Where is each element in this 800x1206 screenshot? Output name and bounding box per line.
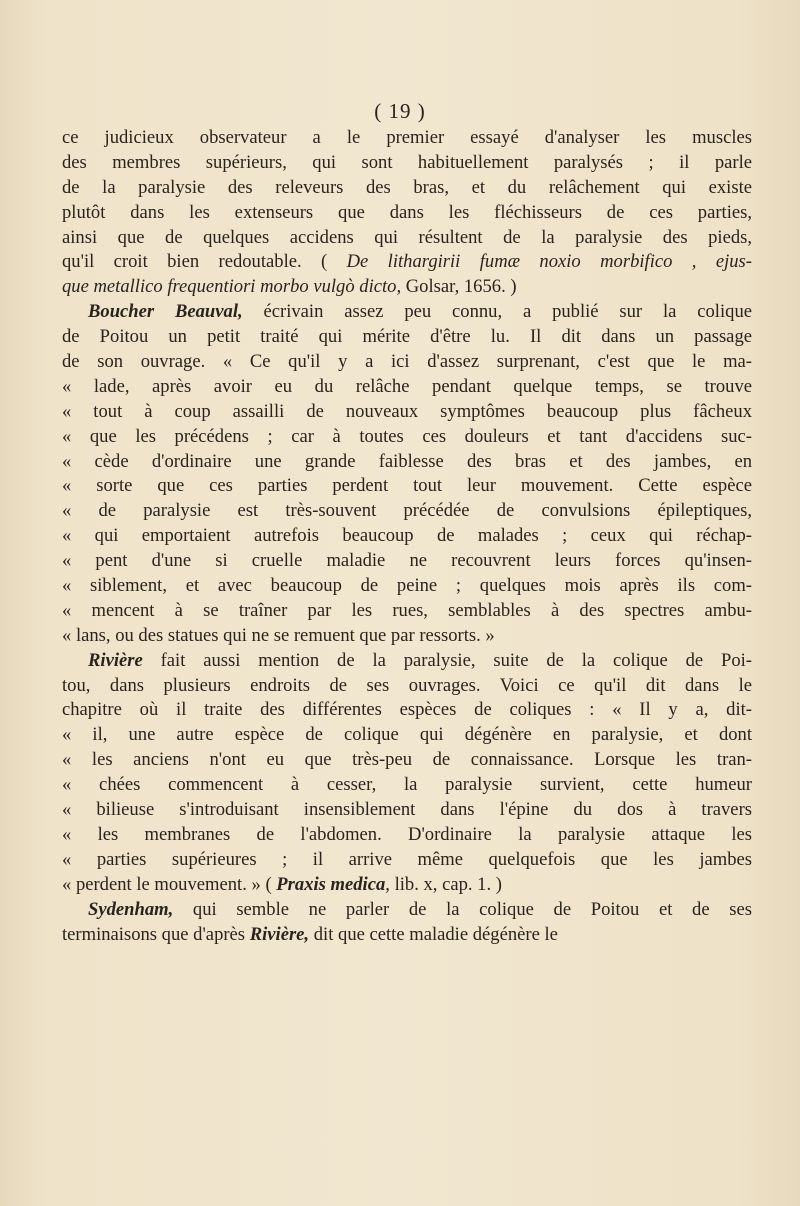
text-line: [62, 748, 752, 773]
text-run: fait aussi mention de la paralysie, suite de la colique de Poi-: [142, 649, 752, 671]
text-line: [62, 499, 752, 524]
text-line: [62, 698, 752, 723]
text-line: [62, 250, 752, 275]
italic-text-run: De lithargirii fumæ noxio morbifico , ejus-: [346, 251, 752, 273]
text-run: « siblement, et avec beaucoup de peine ; quelques mois après ils com-: [62, 575, 752, 597]
text-run: « bilieuse s'introduisant insensiblement dans l'épine du dos à travers: [62, 799, 752, 821]
text-run: « qui emportaient autrefois beaucoup de malades ; ceux qui réchap-: [62, 525, 752, 547]
page-number: ( 19 ): [374, 99, 426, 123]
text-line: [62, 599, 752, 624]
text-run: « les anciens n'ont eu que très-peu de connaissance. Lorsque les tran-: [62, 749, 752, 771]
text-line: [62, 723, 752, 748]
text-run: , lib. x, cap. 1. ): [385, 873, 502, 895]
text-line: [62, 873, 752, 898]
text-run: « parties supérieures ; il arrive même quelquefois que les jambes: [62, 848, 752, 870]
text-run: terminaisons que d'après: [62, 923, 250, 945]
text-line: [62, 275, 752, 300]
text-run: « que les précédens ; car à toutes ces douleurs et tant d'accidens suc-: [62, 425, 752, 447]
text-run: « cède d'ordinaire une grande faiblesse des bras et des jambes, en: [62, 450, 752, 472]
text-line: [62, 923, 752, 948]
text-run: qui semble ne parler de la colique de Poitou et de ses: [173, 898, 752, 920]
text-run: « tout à coup assailli de nouveaux symptômes beaucoup plus fâcheux: [62, 400, 752, 422]
text-line: [62, 226, 752, 251]
text-line: [62, 524, 752, 549]
text-run: Golsar, 1656. ): [401, 276, 517, 298]
text-line: [62, 176, 752, 201]
text-run: écrivain assez peu connu, a publié sur la colique: [242, 301, 752, 323]
italic-text-run: Boucher Beauval,: [88, 301, 243, 323]
italic-text-run: que metallico frequentiori morbo vulgò dicto,: [62, 276, 402, 298]
italic-text-run: Rivière: [88, 649, 143, 671]
text-run: dit que cette maladie dégénère le: [309, 923, 558, 945]
text-run: de son ouvrage. « Ce qu'il y a ici d'assez surprenant, c'est que le ma-: [62, 351, 752, 373]
text-line: [62, 549, 752, 574]
italic-text-run: Sydenham,: [88, 898, 174, 920]
text-run: de la paralysie des releveurs des bras, et du relâchement qui existe: [62, 176, 752, 198]
text-line: [62, 425, 752, 450]
text-line: [62, 450, 752, 475]
text-line: [62, 201, 752, 226]
text-run: « perdent le mouvement. » (: [62, 873, 277, 895]
text-run: « de paralysie est très-souvent précédée de convulsions épileptiques,: [62, 500, 752, 522]
text-run: qu'il croit bien redoutable. (: [62, 251, 347, 273]
text-run: plutôt dans les extenseurs que dans les fléchisseurs de ces parties,: [62, 201, 752, 223]
text-line: [62, 126, 752, 151]
text-line: [62, 624, 752, 649]
italic-text-run: Rivière,: [249, 923, 310, 945]
text-line: [62, 325, 752, 350]
text-line: [62, 574, 752, 599]
text-run: tou, dans plusieurs endroits de ses ouvrages. Voici ce qu'il dit dans le: [62, 674, 752, 696]
text-line: [62, 350, 752, 375]
text-run: « les membranes de l'abdomen. D'ordinaire la paralysie attaque les: [62, 823, 752, 845]
text-run: « sorte que ces parties perdent tout leur mouvement. Cette espèce: [62, 475, 752, 497]
text-run: « pent d'une si cruelle maladie ne recouvrent leurs forces qu'insen-: [62, 550, 752, 572]
text-run: « chées commencent à cesser, la paralysie survient, cette humeur: [62, 774, 752, 796]
text-run: de Poitou un petit traité qui mérite d'être lu. Il dit dans un passage: [62, 326, 752, 348]
text-line: [62, 823, 752, 848]
text-run: « lans, ou des statues qui ne se remuent que par ressorts. »: [62, 624, 495, 646]
text-line: [62, 300, 752, 325]
text-run: chapitre où il traite des différentes espèces de coliques : « Il y a, dit-: [62, 699, 752, 721]
text-line: [62, 400, 752, 425]
italic-text-run: Praxis medica: [276, 873, 386, 895]
text-run: ainsi que de quelques accidens qui résultent de la paralysie des pieds,: [62, 226, 752, 248]
text-run: « il, une autre espèce de colique qui dégénère en paralysie, et dont: [62, 724, 752, 746]
text-run: des membres supérieurs, qui sont habituellement paralysés ; il parle: [62, 151, 752, 173]
text-line: [62, 375, 752, 400]
text-line: [62, 798, 752, 823]
text-run: « lade, après avoir eu du relâche pendant quelque temps, se trouve: [62, 375, 752, 397]
text-line: [62, 848, 752, 873]
text-line: [62, 674, 752, 699]
text-line: [62, 151, 752, 176]
text-run: ce judicieux observateur a le premier essayé d'analyser les muscles: [62, 127, 752, 148]
text-line: [62, 649, 752, 674]
text-line: [62, 898, 752, 923]
text-line: [62, 773, 752, 798]
text-line: [62, 474, 752, 499]
text-run: « mencent à se traîner par les rues, semblables à des spectres ambu-: [62, 599, 752, 621]
body-text: [62, 126, 752, 947]
